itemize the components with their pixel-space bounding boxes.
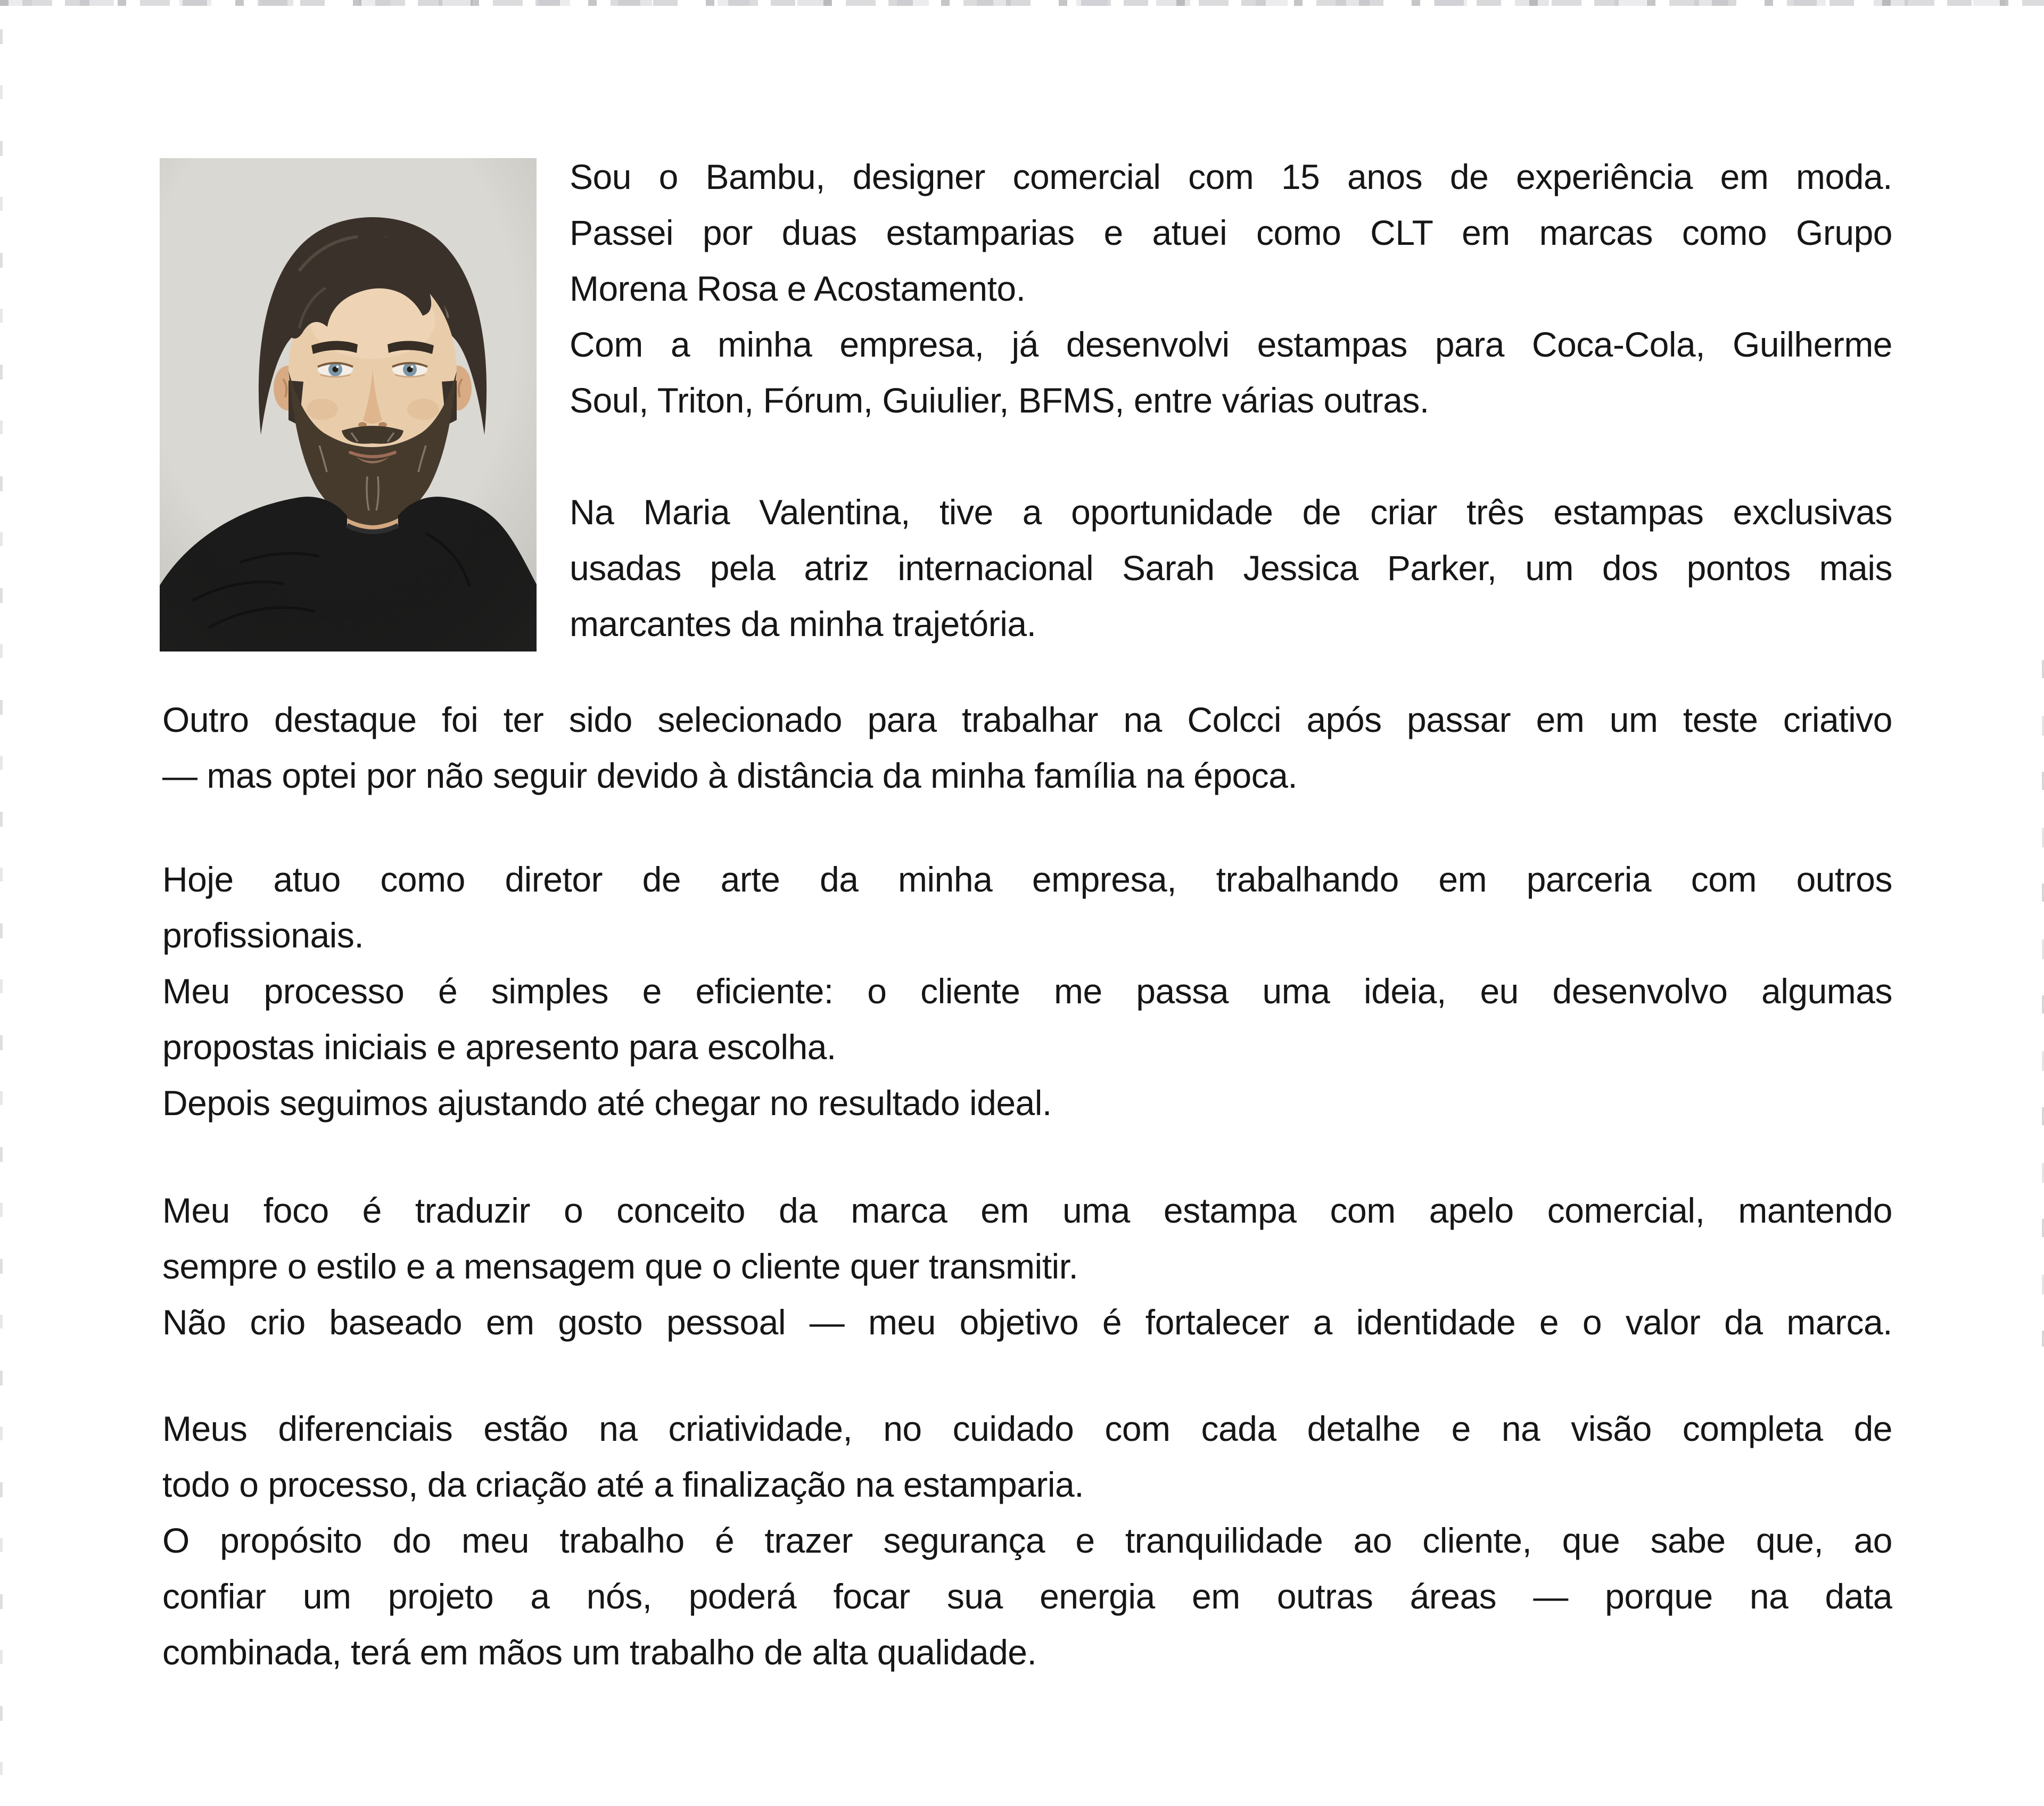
portrait-photo-illustration <box>160 158 537 652</box>
bio-paragraph-foco <box>162 1183 1892 1350</box>
portrait-photo <box>160 158 537 652</box>
bio-line: Outro destaque foi ter sido selecionado para trabalhar na Colcci após passar em um teste criativo <box>162 700 1892 739</box>
bio-line: combinada, terá em mãos um trabalho de alta qualidade. <box>162 1632 1037 1672</box>
cropped-text-artifact-right <box>2042 660 2044 1347</box>
bio-paragraph-processo <box>162 852 1892 1131</box>
bio-line: O propósito do meu trabalho é trazer segurança e tranquilidade ao cliente, que sabe que, ao <box>162 1521 1892 1560</box>
bio-line: propostas iniciais e apresento para escolha. <box>162 1027 836 1067</box>
bio-line: Sou o Bambu, designer comercial com 15 anos de experiência em moda. <box>570 157 1892 196</box>
bio-line: Na Maria Valentina, tive a oportunidade de criar três estampas exclusivas <box>570 492 1892 532</box>
bio-line: confiar um projeto a nós, poderá focar sua energia em outras áreas — porque na data <box>162 1577 1892 1616</box>
bio-line: marcantes da minha trajetória. <box>570 604 1036 644</box>
bio-line: Soul, Triton, Fórum, Guiulier, BFMS, entre várias outras. <box>570 381 1429 420</box>
cropped-text-artifact-top <box>0 0 2044 6</box>
bio-line: Com a minha empresa, já desenvolvi estampas para Coca-Cola, Guilherme <box>570 325 1892 364</box>
bio-line: Meus diferenciais estão na criatividade, no cuidado com cada detalhe e na visão completa de <box>162 1409 1892 1448</box>
bio-line: profissionais. <box>162 916 364 955</box>
bio-paragraph-diferenciais <box>162 1401 1892 1680</box>
bio-line: Hoje atuo como diretor de arte da minha empresa, trabalhando em parceria com outros <box>162 860 1892 899</box>
bio-line: Meu processo é simples e eficiente: o cliente me passa uma ideia, eu desenvolvo algumas <box>162 971 1892 1011</box>
bio-paragraph-maria-valentina <box>570 484 1892 652</box>
bio-paragraph-intro <box>570 149 1892 428</box>
bio-line: todo o processo, da criação até a finalização na estamparia. <box>162 1465 1084 1504</box>
bio-line: Depois seguimos ajustando até chegar no resultado ideal. <box>162 1083 1052 1123</box>
bio-line: Morena Rosa e Acostamento. <box>570 269 1026 308</box>
bio-line: usadas pela atriz internacional Sarah Jessica Parker, um dos pontos mais <box>570 548 1892 588</box>
bio-line: — mas optei por não seguir devido à distância da minha família na época. <box>162 756 1298 795</box>
bio-paragraph-colcci <box>162 692 1892 804</box>
bio-line: Meu foco é traduzir o conceito da marca em uma estampa com apelo comercial, mantendo <box>162 1191 1892 1230</box>
bio-line: Não crio baseado em gosto pessoal — meu objetivo é fortalecer a identidade e o valor da marca. <box>162 1302 1892 1342</box>
cropped-text-artifact-left <box>0 29 3 1775</box>
bio-line: Passei por duas estamparias e atuei como CLT em marcas como Grupo <box>570 213 1892 252</box>
bio-line: sempre o estilo e a mensagem que o cliente quer transmitir. <box>162 1247 1078 1286</box>
